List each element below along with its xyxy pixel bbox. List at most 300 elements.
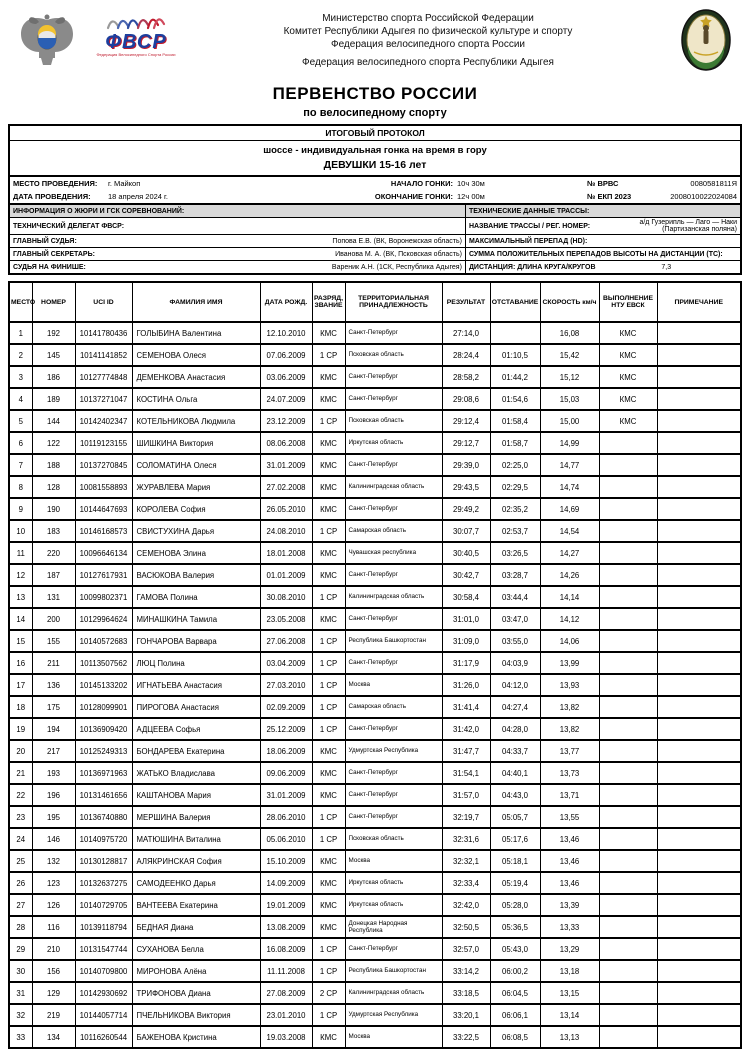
uci-id-cell: 10142402347 (75, 410, 132, 432)
number-cell: 144 (32, 410, 75, 432)
note-cell (657, 938, 741, 960)
rank-cell: КМС (312, 322, 345, 344)
ntu-cell (599, 762, 657, 784)
name-cell: ЖУРАВЛЕВА Мария (132, 476, 260, 498)
result-cell: 31:42,0 (442, 718, 490, 740)
result-cell: 32:19,7 (442, 806, 490, 828)
double-headed-eagle-icon (17, 12, 77, 70)
note-cell (657, 828, 741, 850)
number-cell: 156 (32, 960, 75, 982)
org-line-3: Федерация велосипедного спорта России (330, 39, 526, 51)
name-cell: ДЕМЕНКОВА Анастасия (132, 366, 260, 388)
place-cell: 28 (9, 916, 32, 938)
rank-cell: 1 СР (312, 806, 345, 828)
speed-cell: 15,03 (540, 388, 599, 410)
result-row (9, 652, 741, 674)
number-cell: 217 (32, 740, 75, 762)
place-cell: 16 (9, 652, 32, 674)
number-cell: 132 (32, 850, 75, 872)
uci-id-cell: 10137270845 (75, 454, 132, 476)
race-end-label: ОКОНЧАНИЕ ГОНКИ: (374, 192, 453, 201)
note-cell (657, 872, 741, 894)
rank-cell: КМС (312, 784, 345, 806)
ntu-cell (599, 784, 657, 806)
birthdate-cell: 23.05.2008 (260, 608, 312, 630)
rank-cell: КМС (312, 872, 345, 894)
ntu-cell (599, 652, 657, 674)
page-title: ПЕРВЕНСТВО РОССИИ (272, 84, 478, 103)
place-cell: 31 (9, 982, 32, 1004)
result-row (9, 542, 741, 564)
result-row (9, 696, 741, 718)
result-row (9, 740, 741, 762)
number-cell: 175 (32, 696, 75, 718)
note-cell (657, 784, 741, 806)
gap-cell: 02:35,2 (490, 498, 540, 520)
result-cell: 32:50,5 (442, 916, 490, 938)
uci-id-cell: 10141780436 (75, 322, 132, 344)
speed-cell: 14,54 (540, 520, 599, 542)
uci-id-cell: 10145133202 (75, 674, 132, 696)
number-cell: 136 (32, 674, 75, 696)
ministry-of-sport-logo (8, 4, 86, 70)
result-cell: 31:47,7 (442, 740, 490, 762)
speed-cell: 13,99 (540, 652, 599, 674)
gap-cell: 05:43,0 (490, 938, 540, 960)
place-cell: 12 (9, 564, 32, 586)
number-cell: 211 (32, 652, 75, 674)
date-label: ДАТА ПРОВЕДЕНИЯ: (13, 192, 91, 201)
max-gradient-label: МАКСИМАЛЬНЫЙ ПЕРЕПАД (HD): (468, 237, 588, 245)
venue-value: г. Майкоп (108, 179, 141, 188)
note-cell (657, 608, 741, 630)
result-cell: 30:40,5 (442, 542, 490, 564)
gap-cell: 05:18,1 (490, 850, 540, 872)
note-cell (657, 740, 741, 762)
distance-label: ДИСТАНЦИЯ: ДЛИНА КРУГА/КРУГОВ (468, 263, 596, 271)
gap-cell: 06:06,1 (490, 1004, 540, 1026)
gap-cell: 05:28,0 (490, 894, 540, 916)
finish-judge-label: СУДЬЯ НА ФИНИШЕ: (13, 263, 86, 271)
result-cell: 32:31,6 (442, 828, 490, 850)
birthdate-cell: 14.09.2009 (260, 872, 312, 894)
note-cell (657, 916, 741, 938)
birthdate-cell: 26.05.2010 (260, 498, 312, 520)
territory-cell: Республика Башкортостан (345, 960, 442, 982)
place-cell: 30 (9, 960, 32, 982)
race-start-value: 10ч 30м (457, 179, 485, 188)
result-row (9, 784, 741, 806)
name-cell: ПЧЕЛЬНИКОВА Виктория (132, 1004, 260, 1026)
speed-cell: 13,71 (540, 784, 599, 806)
gap-cell: 05:36,5 (490, 916, 540, 938)
result-cell: 29:12,7 (442, 432, 490, 454)
rank-cell: 1 СР (312, 520, 345, 542)
ntu-cell (599, 476, 657, 498)
rank-cell: 1 СР (312, 674, 345, 696)
note-cell (657, 674, 741, 696)
org-line-4: Федерация велосипедного спорта Республики Адыгея (302, 56, 554, 68)
territory-cell: Чувашская республика (345, 542, 442, 564)
speed-cell: 13,29 (540, 938, 599, 960)
birthdate-cell: 27.03.2010 (260, 674, 312, 696)
org-line-2: Комитет Республики Адыгея по физической культуре и спорту (283, 26, 573, 38)
name-cell: ЛЮЦ Полина (132, 652, 260, 674)
note-cell (657, 498, 741, 520)
jury-section-header: ИНФОРМАЦИЯ О ЖЮРИ И ГСК СОРЕВНОВАНИЙ: (10, 205, 466, 217)
result-row (9, 938, 741, 960)
number-cell: 146 (32, 828, 75, 850)
name-cell: МАТЮШИНА Виталина (132, 828, 260, 850)
note-cell (657, 542, 741, 564)
speed-cell: 14,77 (540, 454, 599, 476)
result-row (9, 850, 741, 872)
gap-cell: 03:47,0 (490, 608, 540, 630)
note-cell (657, 850, 741, 872)
gap-cell: 06:04,5 (490, 982, 540, 1004)
result-row (9, 432, 741, 454)
speed-cell: 13,46 (540, 872, 599, 894)
ntu-cell (599, 564, 657, 586)
note-cell (657, 718, 741, 740)
result-row (9, 1026, 741, 1048)
territory-cell: Республика Башкортостан (345, 630, 442, 652)
birthdate-cell: 18.01.2008 (260, 542, 312, 564)
speed-cell: 15,42 (540, 344, 599, 366)
ntu-cell (599, 960, 657, 982)
uci-id-cell: 10113507562 (75, 652, 132, 674)
result-cell: 28:58,2 (442, 366, 490, 388)
speed-cell: 15,12 (540, 366, 599, 388)
speed-cell: 13,73 (540, 762, 599, 784)
speed-cell: 13,46 (540, 828, 599, 850)
speed-cell: 13,18 (540, 960, 599, 982)
name-cell: БАЖЕНОВА Кристина (132, 1026, 260, 1048)
result-row (9, 454, 741, 476)
gap-cell: 02:29,5 (490, 476, 540, 498)
gap-cell: 04:33,7 (490, 740, 540, 762)
col-speed: СКОРОСТЬ км/ч (540, 282, 599, 322)
territory-cell: Санкт-Петербург (345, 366, 442, 388)
results-table (8, 281, 742, 1049)
uci-id-cell: 10140709800 (75, 960, 132, 982)
number-cell: 116 (32, 916, 75, 938)
rank-cell: КМС (312, 366, 345, 388)
rank-cell: 1 СР (312, 828, 345, 850)
birthdate-cell: 25.12.2009 (260, 718, 312, 740)
fvsr-logo (86, 4, 186, 58)
officials-row-1 (10, 218, 740, 235)
col-uci-id: UCI ID (75, 282, 132, 322)
name-cell: КОРОЛЕВА София (132, 498, 260, 520)
gap-cell: 01:58,7 (490, 432, 540, 454)
place-cell: 27 (9, 894, 32, 916)
ntu-cell (599, 498, 657, 520)
place-cell: 24 (9, 828, 32, 850)
result-cell: 31:09,0 (442, 630, 490, 652)
result-cell: 31:26,0 (442, 674, 490, 696)
uci-id-cell: 10128099901 (75, 696, 132, 718)
place-cell: 17 (9, 674, 32, 696)
rank-cell: КМС (312, 454, 345, 476)
note-cell (657, 982, 741, 1004)
territory-cell: Удмуртская Республика (345, 740, 442, 762)
territory-cell: Санкт-Петербург (345, 388, 442, 410)
speed-cell: 13,15 (540, 982, 599, 1004)
gap-cell: 01:10,5 (490, 344, 540, 366)
result-row (9, 762, 741, 784)
territory-cell: Санкт-Петербург (345, 718, 442, 740)
note-cell (657, 806, 741, 828)
name-cell: ПИРОГОВА Анастасия (132, 696, 260, 718)
uci-id-cell: 10144057714 (75, 1004, 132, 1026)
ntu-cell (599, 674, 657, 696)
territory-cell: Москва (345, 850, 442, 872)
number-cell: 131 (32, 586, 75, 608)
organization-names (186, 4, 670, 69)
result-cell: 31:17,9 (442, 652, 490, 674)
name-cell: КОСТИНА Ольга (132, 388, 260, 410)
place-cell: 19 (9, 718, 32, 740)
speed-cell: 13,93 (540, 674, 599, 696)
uci-id-cell: 10140572683 (75, 630, 132, 652)
note-cell (657, 388, 741, 410)
name-cell: СУХАНОВА Белла (132, 938, 260, 960)
result-row (9, 916, 741, 938)
territory-cell: Санкт-Петербург (345, 498, 442, 520)
number-cell: 134 (32, 1026, 75, 1048)
result-cell: 31:01,0 (442, 608, 490, 630)
name-cell: ВАСЮКОВА Валерия (132, 564, 260, 586)
page-subtitle: по велосипедному спорту (303, 107, 447, 119)
birthdate-cell: 01.01.2009 (260, 564, 312, 586)
result-cell: 33:18,5 (442, 982, 490, 1004)
name-cell: МИНАШКИНА Тамила (132, 608, 260, 630)
uci-id-cell: 10096646134 (75, 542, 132, 564)
name-cell: СЕМЕНОВА Олеся (132, 344, 260, 366)
gap-cell: 02:25,0 (490, 454, 540, 476)
place-cell: 8 (9, 476, 32, 498)
gap-cell: 06:00,2 (490, 960, 540, 982)
name-cell: САМОДЕЕНКО Дарья (132, 872, 260, 894)
col-territory: ТЕРРИТОРИАЛЬНАЯ ПРИНАДЛЕЖНОСТЬ (345, 282, 442, 322)
col-birthdate: ДАТА РОЖД. (260, 282, 312, 322)
number-cell: 187 (32, 564, 75, 586)
note-cell (657, 960, 741, 982)
territory-cell: Иркутская область (345, 894, 442, 916)
gap-cell: 01:54,6 (490, 388, 540, 410)
result-row (9, 806, 741, 828)
date-value: 18 апреля 2024 г. (108, 192, 168, 201)
ntu-cell: КМС (599, 322, 657, 344)
name-cell: БОНДАРЕВА Екатерина (132, 740, 260, 762)
territory-cell: Калининградская область (345, 982, 442, 1004)
result-row (9, 960, 741, 982)
result-row (9, 388, 741, 410)
name-cell: СВИСТУХИНА Дарья (132, 520, 260, 542)
speed-cell: 14,12 (540, 608, 599, 630)
ntu-cell (599, 1004, 657, 1026)
name-cell: ЖАТЬКО Владислава (132, 762, 260, 784)
name-cell: ШИШКИНА Виктория (132, 432, 260, 454)
result-row (9, 520, 741, 542)
birthdate-cell: 13.08.2009 (260, 916, 312, 938)
number-cell: 219 (32, 1004, 75, 1026)
result-cell: 31:57,0 (442, 784, 490, 806)
track-name-label: НАЗВАНИЕ ТРАССЫ / РЕГ. НОМЕР: (468, 222, 591, 230)
number-cell: 183 (32, 520, 75, 542)
territory-cell: Санкт-Петербург (345, 762, 442, 784)
rank-cell: КМС (312, 542, 345, 564)
birthdate-cell: 12.10.2010 (260, 322, 312, 344)
birthdate-cell: 18.06.2009 (260, 740, 312, 762)
ntu-cell (599, 982, 657, 1004)
gap-cell: 02:53,7 (490, 520, 540, 542)
gap-cell: 03:26,5 (490, 542, 540, 564)
ntu-cell: КМС (599, 366, 657, 388)
chief-judge-label: ГЛАВНЫЙ СУДЬЯ: (13, 237, 77, 245)
result-cell: 29:49,2 (442, 498, 490, 520)
place-cell: 32 (9, 1004, 32, 1026)
doc-type-heading: ИТОГОВЫЙ ПРОТОКОЛ (10, 126, 740, 141)
place-cell: 33 (9, 1026, 32, 1048)
name-cell: ГОЛЫБИНА Валентина (132, 322, 260, 344)
gap-cell: 05:19,4 (490, 872, 540, 894)
territory-cell: Санкт-Петербург (345, 784, 442, 806)
number-cell: 210 (32, 938, 75, 960)
speed-cell: 14,27 (540, 542, 599, 564)
rank-cell: 1 СР (312, 630, 345, 652)
number-cell: 126 (32, 894, 75, 916)
uci-id-cell: 10137271047 (75, 388, 132, 410)
ntu-cell (599, 608, 657, 630)
rank-cell: КМС (312, 608, 345, 630)
result-row (9, 366, 741, 388)
org-line-1: Министерство спорта Российской Федерации (322, 13, 534, 24)
ntu-cell (599, 916, 657, 938)
result-row (9, 410, 741, 432)
document-header (8, 4, 742, 72)
birthdate-cell: 05.06.2010 (260, 828, 312, 850)
speed-cell: 13,39 (540, 894, 599, 916)
note-cell (657, 432, 741, 454)
rank-cell: КМС (312, 762, 345, 784)
place-cell: 23 (9, 806, 32, 828)
speed-cell: 14,99 (540, 432, 599, 454)
result-row (9, 982, 741, 1004)
rank-cell: КМС (312, 1026, 345, 1048)
gap-cell: 05:17,6 (490, 828, 540, 850)
gap-cell: 04:27,4 (490, 696, 540, 718)
col-note: ПРИМЕЧАНИЕ (657, 282, 741, 322)
uci-id-cell: 10141141852 (75, 344, 132, 366)
place-cell: 10 (9, 520, 32, 542)
adygea-oval-emblem-icon (680, 8, 732, 72)
ntu-cell (599, 1026, 657, 1048)
name-cell: МИРОНОВА Алёна (132, 960, 260, 982)
birthdate-cell: 19.03.2008 (260, 1026, 312, 1048)
chief-judge-value: Попова Е.В. (ВК, Воронежская область) (332, 237, 462, 245)
result-row (9, 1004, 741, 1026)
name-cell: АЛЯКРИНСКАЯ София (132, 850, 260, 872)
number-cell: 190 (32, 498, 75, 520)
rank-cell: 1 СР (312, 652, 345, 674)
uci-id-cell: 10119123155 (75, 432, 132, 454)
note-cell (657, 454, 741, 476)
birthdate-cell: 30.08.2010 (260, 586, 312, 608)
name-cell: ГАМОВА Полина (132, 586, 260, 608)
date-row (10, 190, 740, 205)
territory-cell: Самарская область (345, 696, 442, 718)
result-row (9, 498, 741, 520)
uci-id-cell: 10125249313 (75, 740, 132, 762)
result-cell: 29:12,4 (442, 410, 490, 432)
discipline-heading: шоссе - индивидуальная гонка на время в гору (263, 145, 487, 156)
gap-cell: 01:58,4 (490, 410, 540, 432)
name-cell: КОТЕЛЬНИКОВА Людмила (132, 410, 260, 432)
number-cell: 195 (32, 806, 75, 828)
rank-cell: КМС (312, 850, 345, 872)
uci-id-cell: 10131461656 (75, 784, 132, 806)
uci-id-cell: 10129964624 (75, 608, 132, 630)
col-rank: РАЗРЯД, ЗВАНИЕ (312, 282, 345, 322)
ntu-cell: КМС (599, 388, 657, 410)
place-cell: 15 (9, 630, 32, 652)
place-cell: 9 (9, 498, 32, 520)
birthdate-cell: 23.01.2010 (260, 1004, 312, 1026)
officials-row-2 (10, 235, 740, 248)
gap-cell: 01:44,2 (490, 366, 540, 388)
result-cell: 27:14,0 (442, 322, 490, 344)
result-cell: 32:57,0 (442, 938, 490, 960)
ntu-cell (599, 696, 657, 718)
result-row (9, 894, 741, 916)
uci-id-cell: 10132637275 (75, 872, 132, 894)
note-cell (657, 1004, 741, 1026)
number-cell: 145 (32, 344, 75, 366)
rank-cell: КМС (312, 894, 345, 916)
number-cell: 193 (32, 762, 75, 784)
elevation-sum-label: СУММА ПОЛОЖИТЕЛЬНЫХ ПЕРЕПАДОВ ВЫСОТЫ НА ДИСТАНЦИИ (ТС): (468, 250, 723, 258)
number-cell: 194 (32, 718, 75, 740)
officials-row-3 (10, 248, 740, 261)
name-cell: ВАНТЕЕВА Екатерина (132, 894, 260, 916)
uci-id-cell: 10136740880 (75, 806, 132, 828)
birthdate-cell: 23.12.2009 (260, 410, 312, 432)
result-cell: 31:41,4 (442, 696, 490, 718)
uci-id-cell: 10099802371 (75, 586, 132, 608)
uci-id-cell: 10140975720 (75, 828, 132, 850)
rank-cell: КМС (312, 564, 345, 586)
uci-id-cell: 10139118794 (75, 916, 132, 938)
number-cell: 192 (32, 322, 75, 344)
number-cell: 196 (32, 784, 75, 806)
ntu-cell (599, 520, 657, 542)
territory-cell: Псковская область (345, 828, 442, 850)
birthdate-cell: 15.10.2009 (260, 850, 312, 872)
rank-cell: КМС (312, 916, 345, 938)
result-row (9, 828, 741, 850)
territory-cell: Москва (345, 674, 442, 696)
result-cell: 30:42,7 (442, 564, 490, 586)
gap-cell: 04:43,0 (490, 784, 540, 806)
ekp-value: 2008010022024084 (670, 192, 737, 201)
result-cell: 32:32,1 (442, 850, 490, 872)
name-cell: ТРИФОНОВА Диана (132, 982, 260, 1004)
vrvs-label: № ВРВС (587, 179, 619, 188)
results-table-header (9, 282, 741, 322)
uci-id-cell: 10116260544 (75, 1026, 132, 1048)
